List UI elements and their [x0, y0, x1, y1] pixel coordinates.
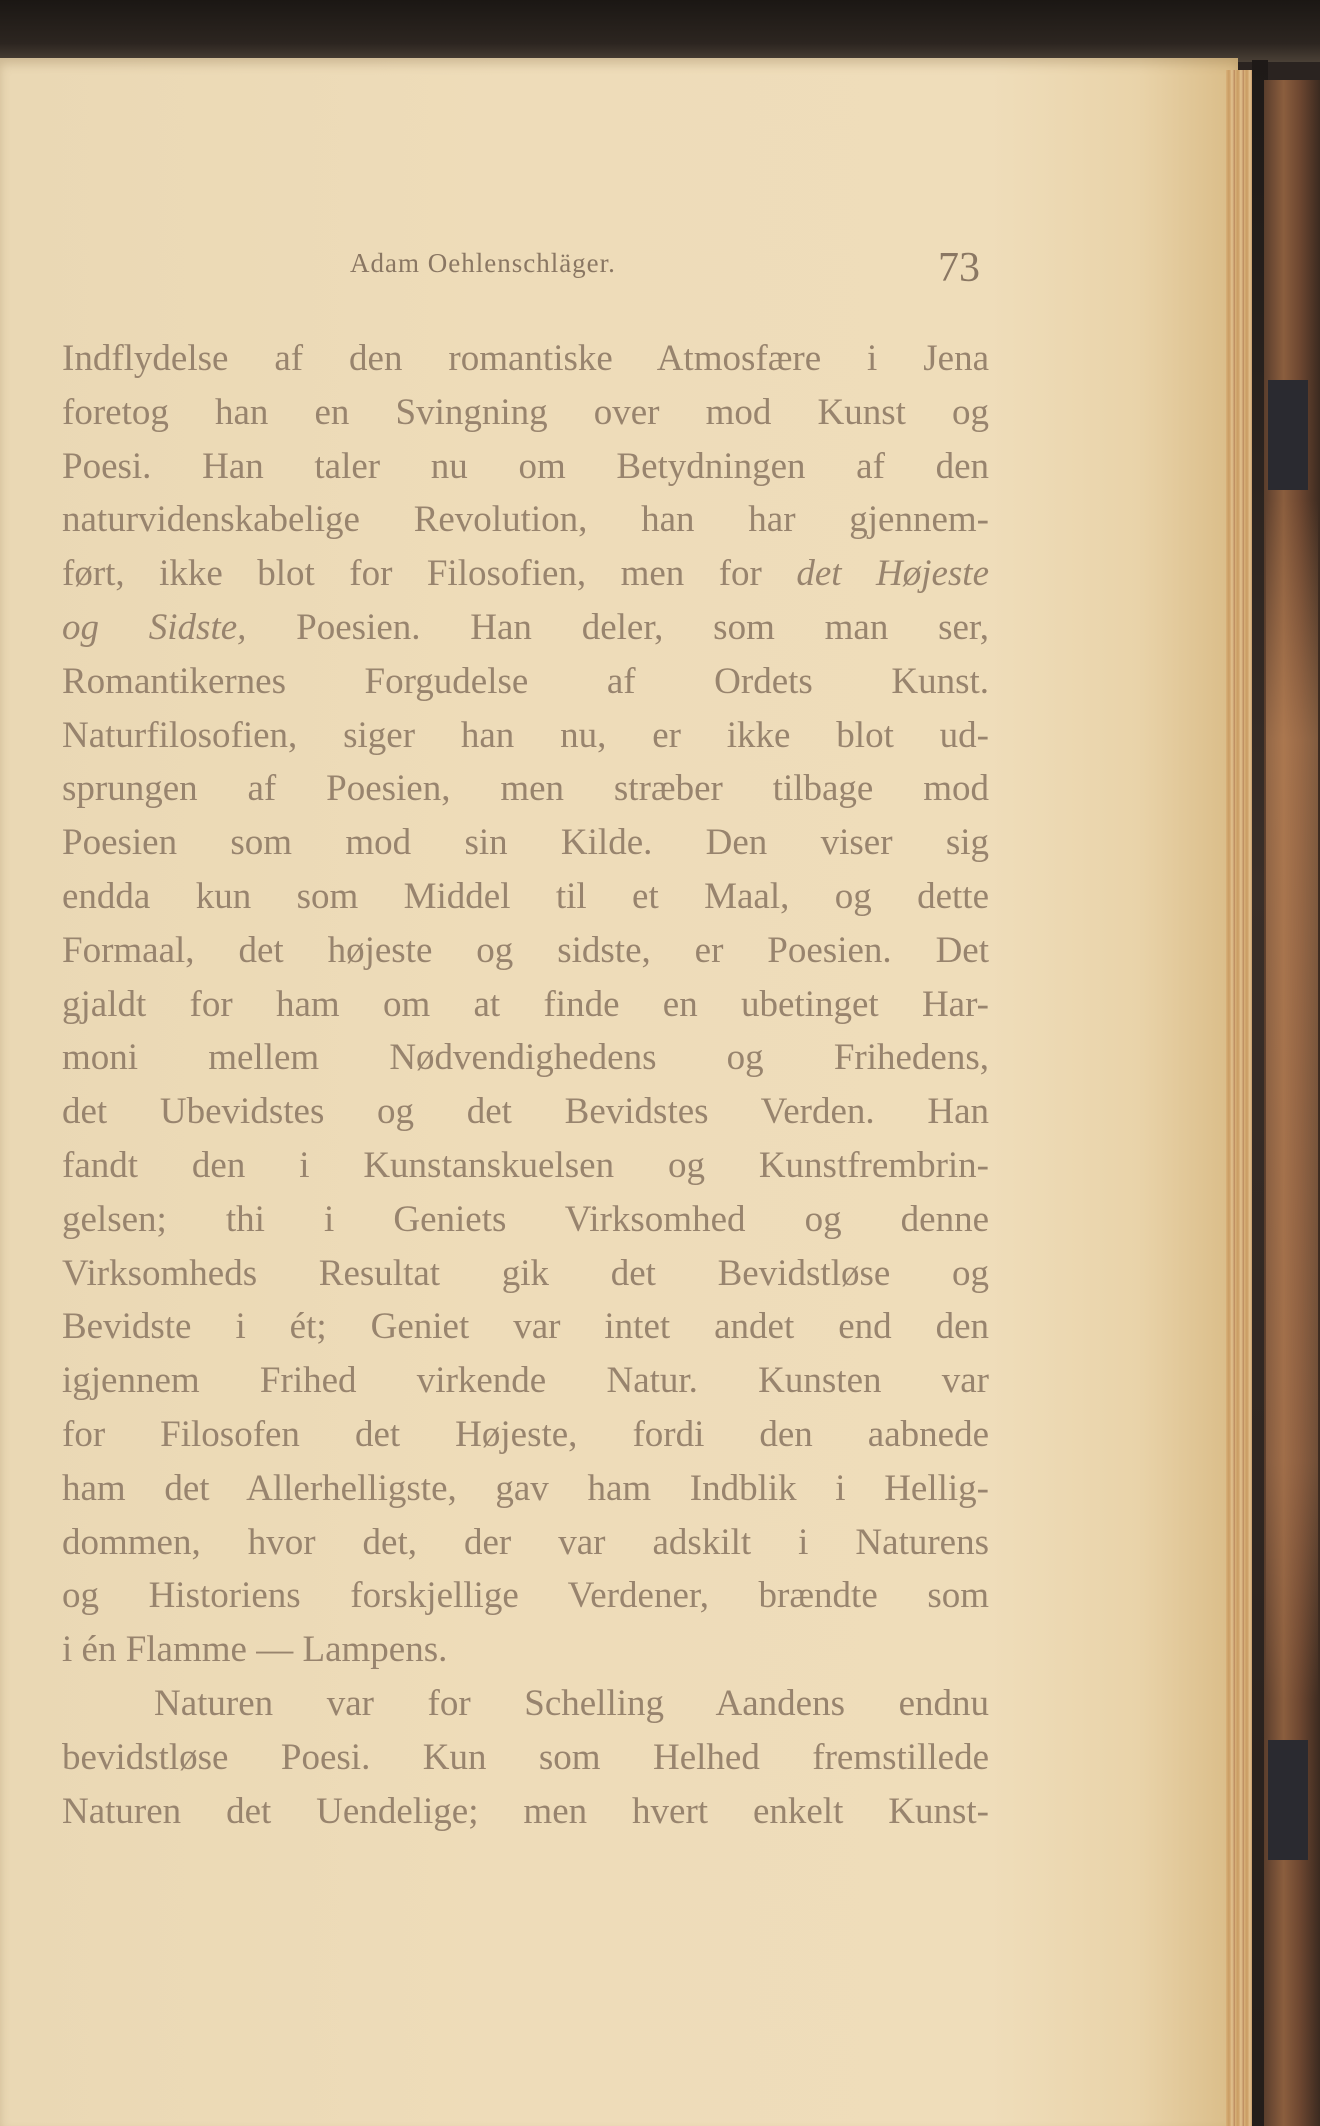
text-line: gjaldt for ham om at finde en ubetinget Har- — [62, 983, 989, 1025]
text-line: sprungen af Poesien, men stræber tilbage mod — [62, 768, 989, 810]
text-line: Virksomheds Resultat gik det Bevidstløse og — [62, 1252, 989, 1294]
text-line: bevidstløse Poesi. Kun som Helhed fremstillede — [62, 1736, 989, 1778]
text-line: Romantikernes Forgudelse af Ordets Kunst. — [62, 660, 989, 702]
text-line: Formaal, det højeste og sidste, er Poesien. Det — [62, 929, 989, 971]
text-segment: ført, ikke blot for Filosofien, men for — [62, 553, 762, 595]
text-line: det Ubevidstes og det Bevidstes Verden. Han — [62, 1091, 989, 1133]
text-line: Naturen var for Schelling Aandens endnu — [154, 1682, 989, 1724]
binding-mark — [1268, 380, 1308, 490]
text-segment: Poesien. Han deler, som man ser, — [296, 606, 989, 648]
text-line: moni mellem Nødvendighedens og Frihedens, — [62, 1037, 989, 1079]
text-line: Poesi. Han taler nu om Betydningen af den — [62, 445, 989, 487]
text-line: Indflydelse af den romantiske Atmosfære i Jena — [62, 338, 989, 379]
italic-phrase: og Sidste, — [62, 606, 247, 648]
text-line: i én Flamme — Lampens. — [62, 1629, 448, 1671]
text-line: naturvidenskabelige Revolution, han har gjennem- — [62, 499, 989, 541]
text-line: endda kun som Middel til et Maal, og dette — [62, 875, 989, 917]
binding-mark — [1268, 1740, 1308, 1860]
text-line — [62, 601, 989, 655]
text-line: Bevidste i ét; Geniet var intet andet end den — [62, 1306, 989, 1348]
text-line: og Historiens forskjellige Verdener, brændte som — [62, 1575, 989, 1617]
page-number: 73 — [938, 245, 980, 291]
scan-top-band — [0, 0, 1320, 62]
binding-highlight — [1266, 500, 1318, 1700]
text-line: Naturfilosofien, siger han nu, er ikke blot ud- — [62, 714, 989, 756]
text-line: fandt den i Kunstanskuelsen og Kunstfrembrin- — [62, 1144, 989, 1186]
text-line: dommen, hvor det, der var adskilt i Naturens — [62, 1521, 989, 1563]
text-line: Naturen det Uendelige; men hvert enkelt Kunst- — [62, 1790, 989, 1832]
text-line: for Filosofen det Højeste, fordi den aabnede — [62, 1413, 989, 1455]
text-line: foretog han en Svingning over mod Kunst og — [62, 391, 989, 433]
body-text — [62, 332, 989, 1838]
text-line: Poesien som mod sin Kilde. Den viser sig — [62, 822, 989, 864]
running-title: Adam Oehlenschläger. — [350, 248, 616, 278]
text-line — [62, 547, 989, 601]
running-head — [60, 245, 1060, 291]
text-line: igjennem Frihed virkende Natur. Kunsten var — [62, 1360, 989, 1402]
text-line: gelsen; thi i Geniets Virksomhed og denne — [62, 1198, 989, 1240]
italic-phrase: det Højeste — [796, 553, 990, 595]
text-line: ham det Allerhelligste, gav ham Indblik i Hellig- — [62, 1467, 989, 1509]
